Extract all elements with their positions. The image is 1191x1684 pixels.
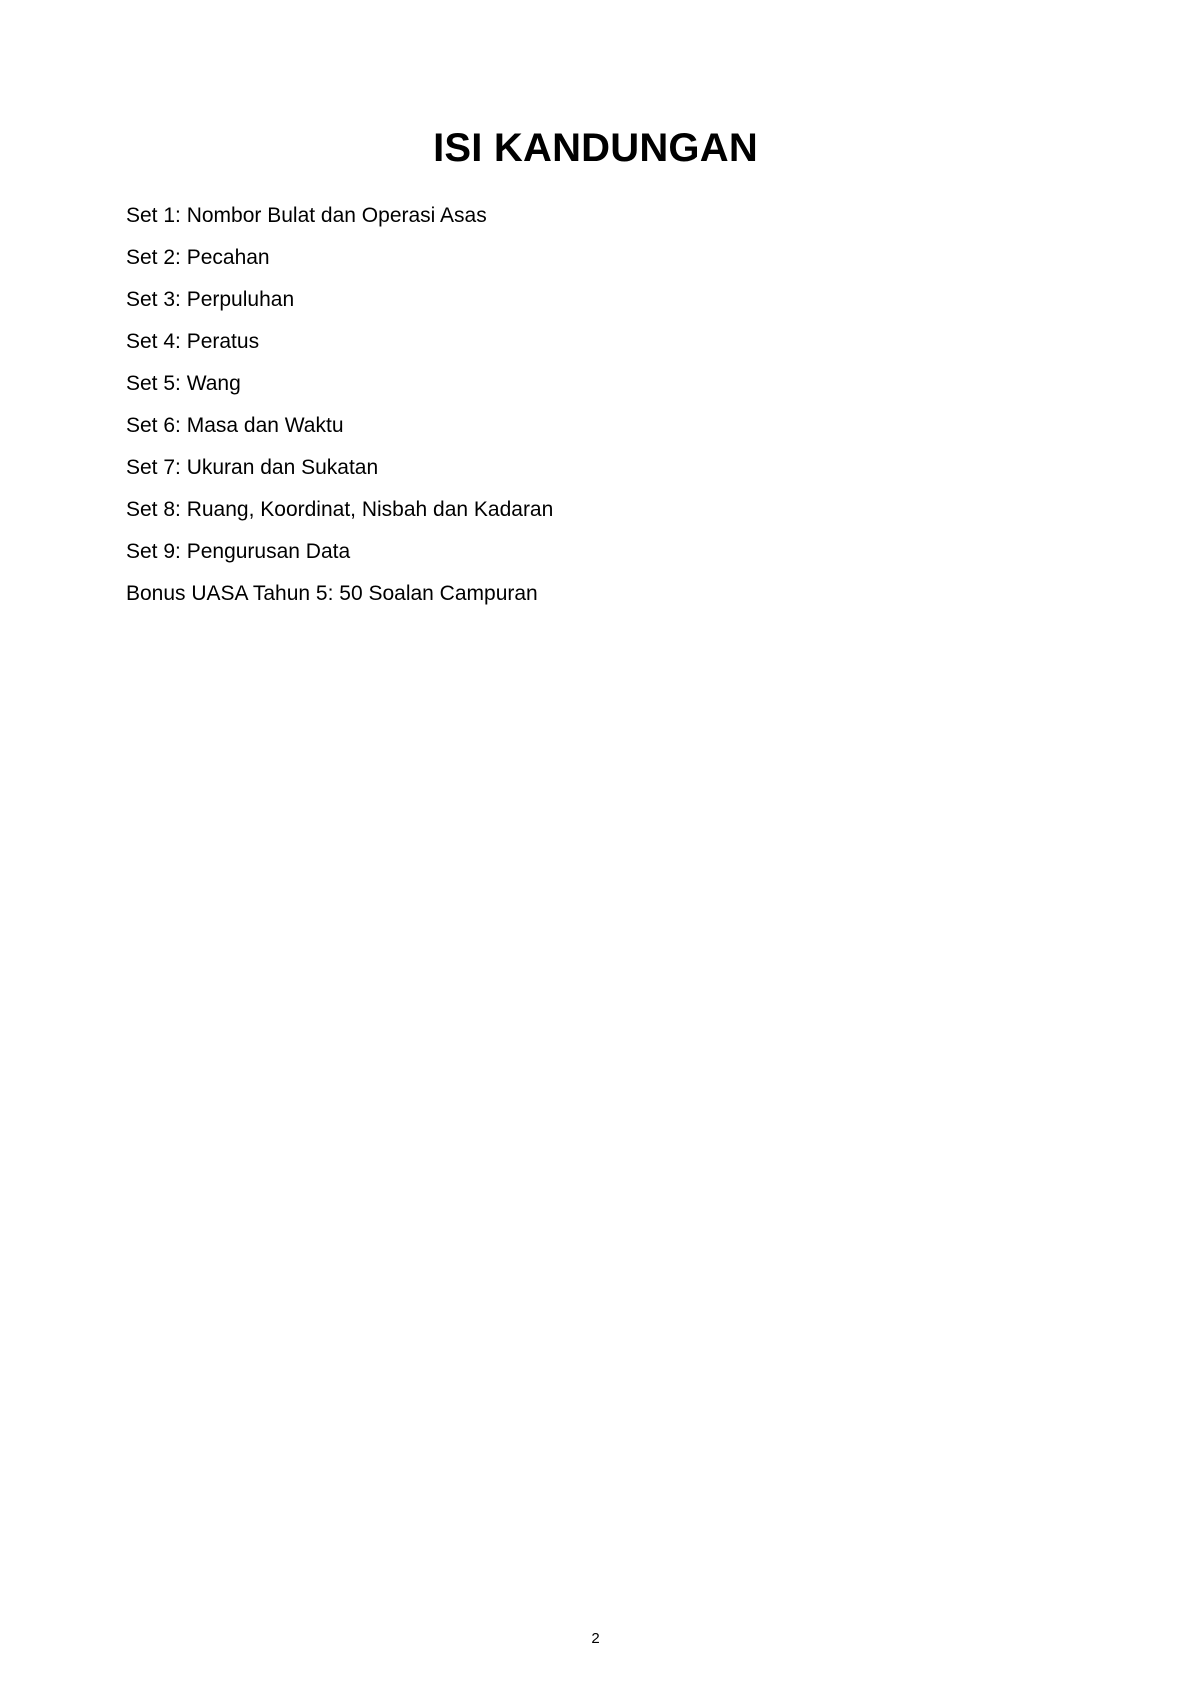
toc-item-set-7: Set 7: Ukuran dan Sukatan [126,456,379,479]
toc-item-set-2: Set 2: Pecahan [126,246,270,269]
toc-item-set-8: Set 8: Ruang, Koordinat, Nisbah dan Kadaran [126,498,554,521]
toc-item-bonus: Bonus UASA Tahun 5: 50 Soalan Campuran [126,582,538,605]
toc-item-set-9: Set 9: Pengurusan Data [126,540,351,563]
table-of-contents [126,203,553,623]
toc-item-set-5: Set 5: Wang [126,372,241,395]
page-title: ISI KANDUNGAN [433,126,758,170]
toc-item-set-3: Set 3: Perpuluhan [126,288,295,311]
page-number: 2 [591,1630,600,1647]
toc-item-set-6: Set 6: Masa dan Waktu [126,414,344,437]
toc-item-set-4: Set 4: Peratus [126,330,260,353]
toc-item-set-1: Set 1: Nombor Bulat dan Operasi Asas [126,204,487,227]
